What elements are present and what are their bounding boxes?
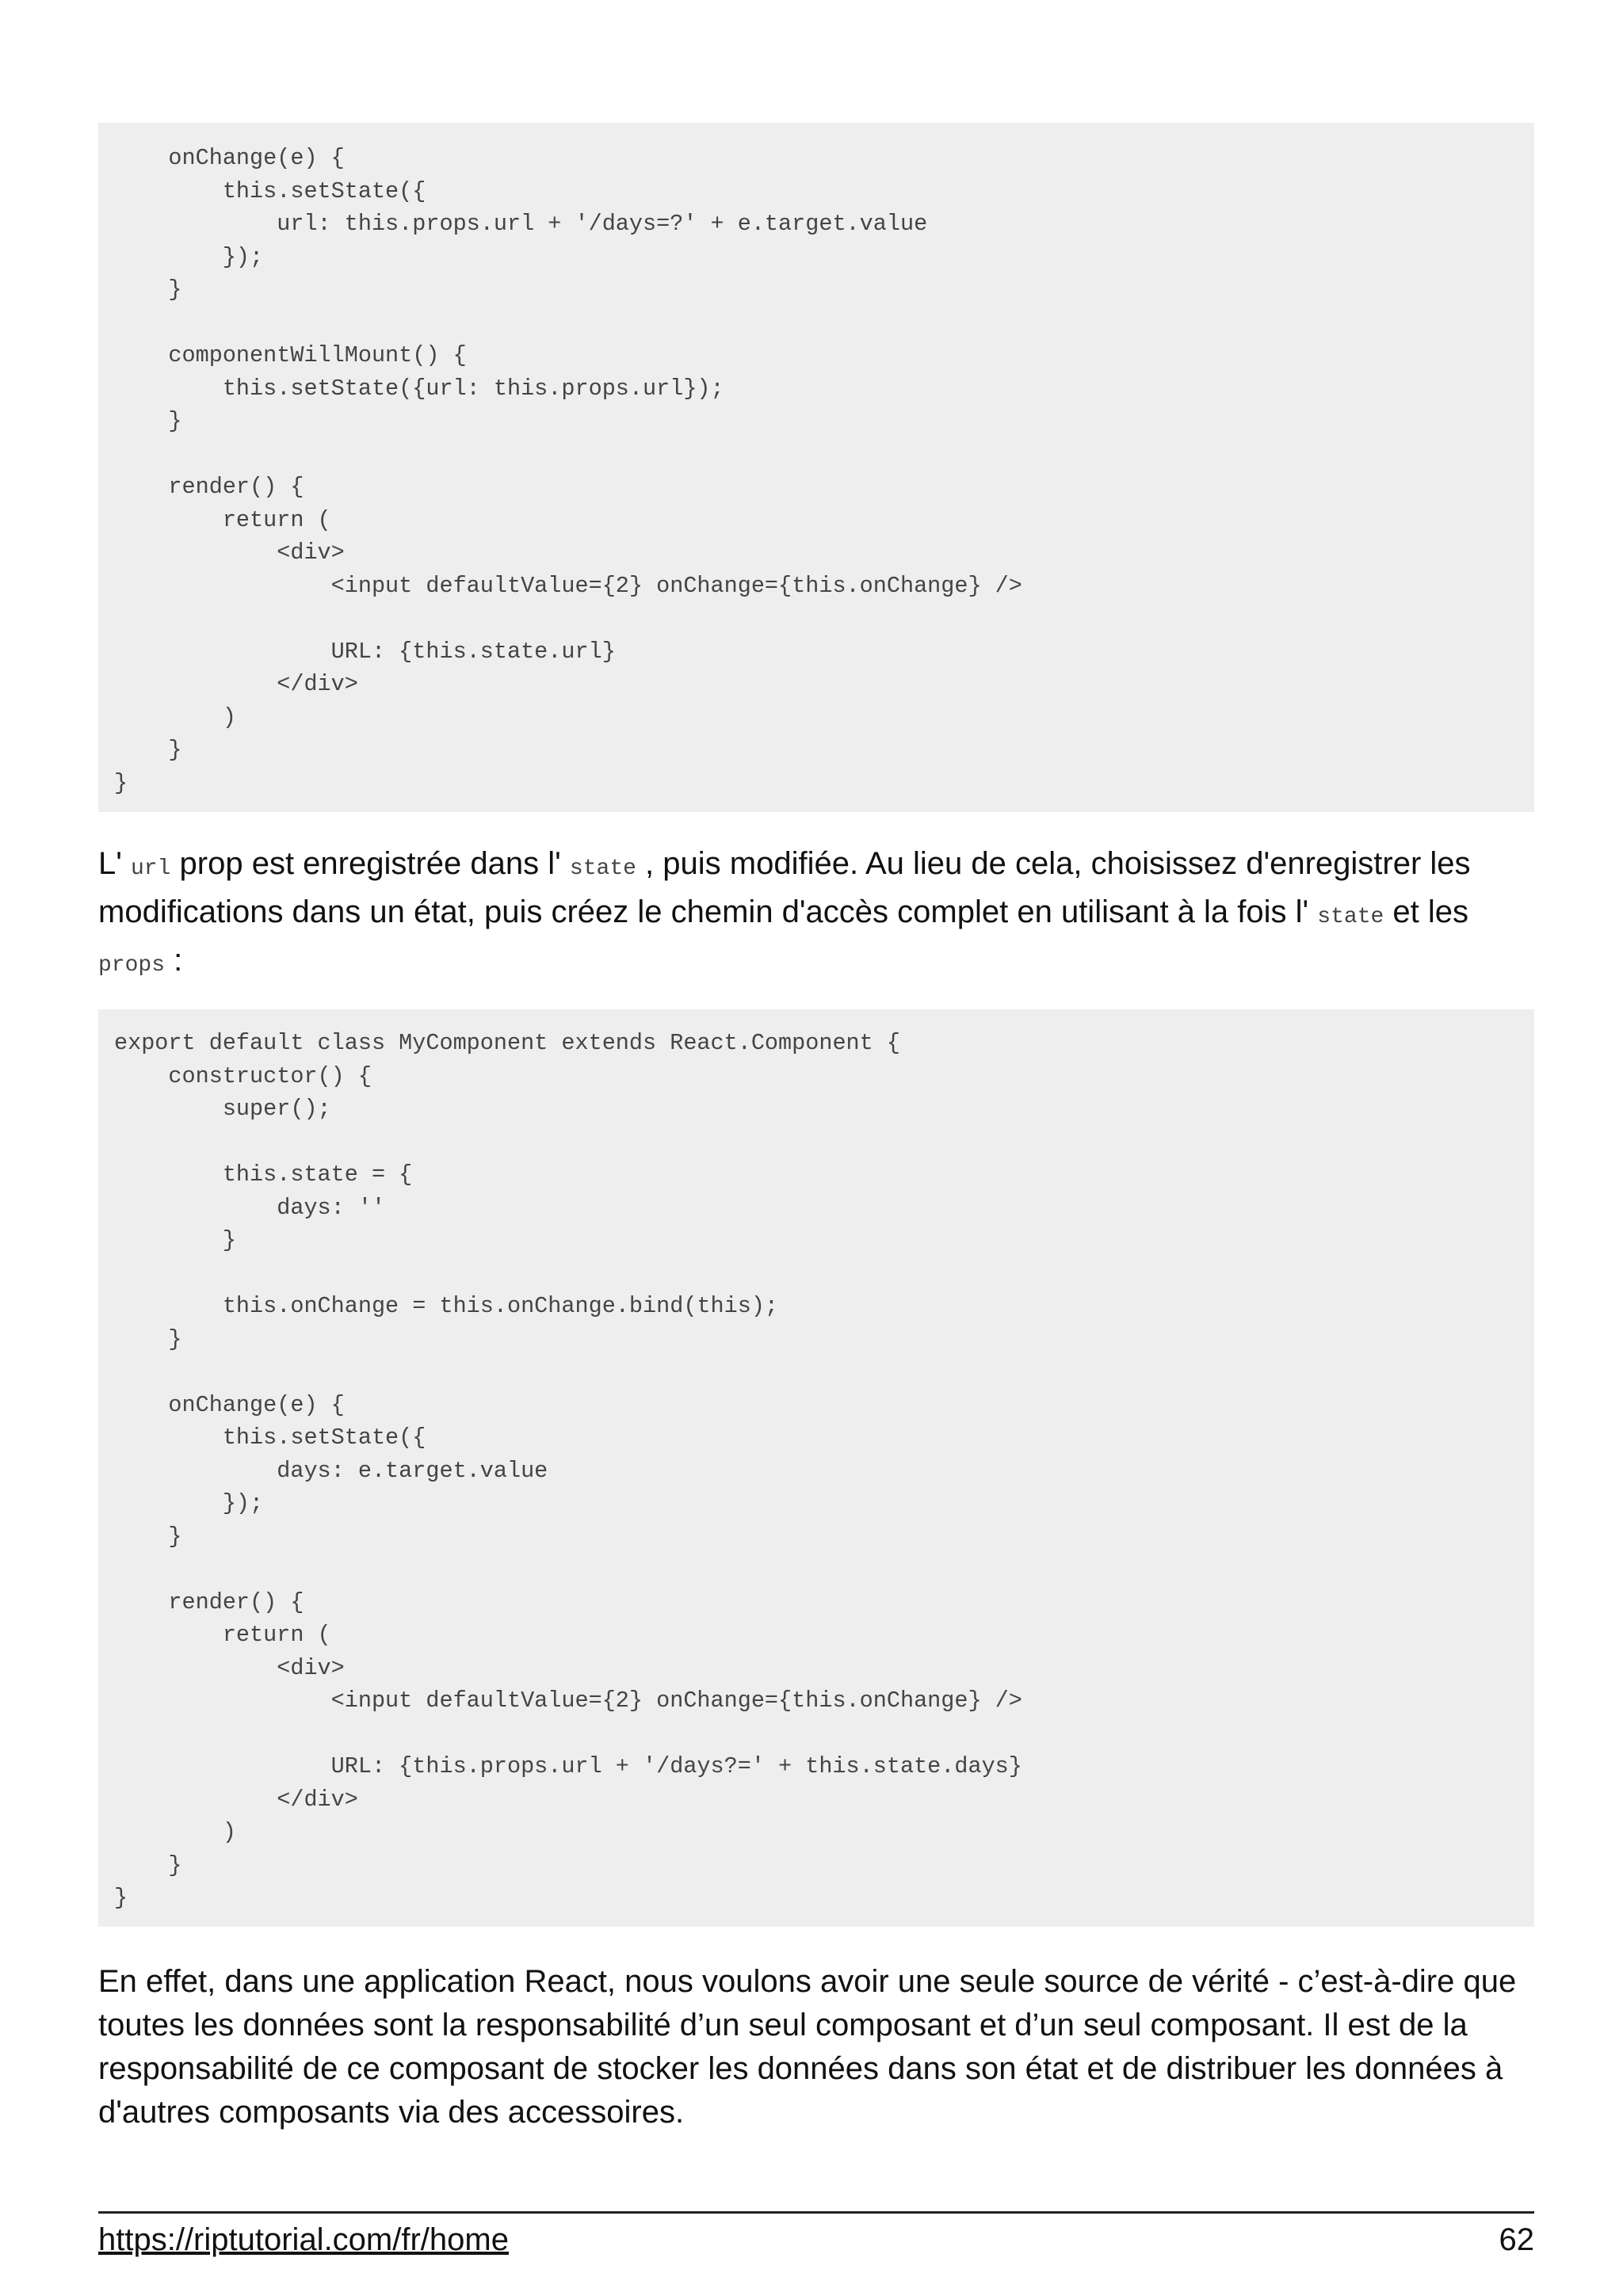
paragraph-1-text-3: , puis modifiée. Au lieu de cela, choisissez d'enregistrer les modifications dans un état, puis créez le chemin d'accès complet en utilisant à la fois l' xyxy=(98,846,1471,929)
code-block-1 xyxy=(98,123,1534,812)
code-line: </div> xyxy=(114,1786,358,1813)
code-line xyxy=(114,1718,1534,1751)
code-line xyxy=(114,307,1534,340)
paragraph-2: En effet, dans une application React, nous voulons avoir une seule source de vérité - c’est-à-dire que toutes les données sont la responsabilité d’un seul composant et d’un seul composant. Il est de la responsabilité de ce composant de stocker les données dans son état et de distribuer les données à d'autres composants via des accessoires. xyxy=(98,1964,1517,2130)
code-line: constructor() { xyxy=(114,1062,372,1089)
code-line: return ( xyxy=(114,506,331,533)
code-line xyxy=(114,602,1534,635)
code-line xyxy=(114,1257,1534,1291)
footer-divider xyxy=(98,2211,1534,2214)
code-line: } xyxy=(114,408,182,434)
code-line: days: e.target.value xyxy=(114,1457,548,1484)
footer-link[interactable]: https://riptutorial.com/fr/home xyxy=(98,2222,509,2257)
code-line: this.setState({url: this.props.url}); xyxy=(114,375,724,402)
code-line: this.setState({ xyxy=(114,177,426,204)
paragraph-1-text-4: et les xyxy=(1384,894,1469,929)
inline-code-state-2: state xyxy=(1317,905,1384,929)
code-line: } xyxy=(114,1885,128,1911)
inline-code-url: url xyxy=(131,856,171,881)
code-line: ) xyxy=(114,1819,236,1845)
code-line: <input defaultValue={2} onChange={this.onChange} /> xyxy=(114,1688,1022,1714)
code-line: }); xyxy=(114,243,264,270)
code-line: return ( xyxy=(114,1622,331,1648)
code-line: } xyxy=(114,1852,182,1878)
code-line: <div> xyxy=(114,540,345,566)
paragraph-1 xyxy=(98,842,1541,987)
code-line: onChange(e) { xyxy=(114,145,345,171)
code-line: } xyxy=(114,769,128,796)
code-line: URL: {this.props.url + '/days?=' + this.state.days} xyxy=(114,1753,1022,1779)
code-block-2 xyxy=(98,1009,1534,1927)
code-line: render() { xyxy=(114,474,304,500)
code-line: export default class MyComponent extends React.Component { xyxy=(114,1030,900,1056)
code-line: super(); xyxy=(114,1096,331,1122)
code-line: this.onChange = this.onChange.bind(this); xyxy=(114,1293,779,1319)
code-line: componentWillMount() { xyxy=(114,342,467,368)
code-line: </div> xyxy=(114,671,358,697)
paragraph-1-text-5: : xyxy=(165,943,183,978)
code-line: } xyxy=(114,1523,182,1550)
code-line: }); xyxy=(114,1490,264,1516)
inline-code-state: state xyxy=(569,856,636,881)
code-line xyxy=(114,438,1534,471)
inline-code-props: props xyxy=(98,953,166,978)
code-line: } xyxy=(114,277,182,303)
code-line: this.setState({ xyxy=(114,1425,426,1451)
code-line: onChange(e) { xyxy=(114,1391,345,1418)
code-line: } xyxy=(114,737,182,763)
code-line: URL: {this.state.url} xyxy=(114,638,616,665)
code-line: <input defaultValue={2} onChange={this.onChange} /> xyxy=(114,572,1022,599)
code-line: render() { xyxy=(114,1589,304,1615)
code-line: ) xyxy=(114,704,236,730)
code-line xyxy=(114,1126,1534,1159)
page-number: 62 xyxy=(1499,2222,1534,2257)
paragraph-1-text-2: prop est enregistrée dans l' xyxy=(170,846,570,881)
code-line: } xyxy=(114,1227,236,1253)
code-line: this.state = { xyxy=(114,1161,413,1188)
code-line: } xyxy=(114,1325,182,1352)
code-line xyxy=(114,1553,1534,1586)
paragraph-1-text-1: L' xyxy=(98,846,131,881)
code-line xyxy=(114,1356,1534,1389)
code-line: url: this.props.url + '/days=?' + e.target.value xyxy=(114,211,928,237)
code-line: <div> xyxy=(114,1654,345,1681)
code-line: days: '' xyxy=(114,1194,386,1221)
